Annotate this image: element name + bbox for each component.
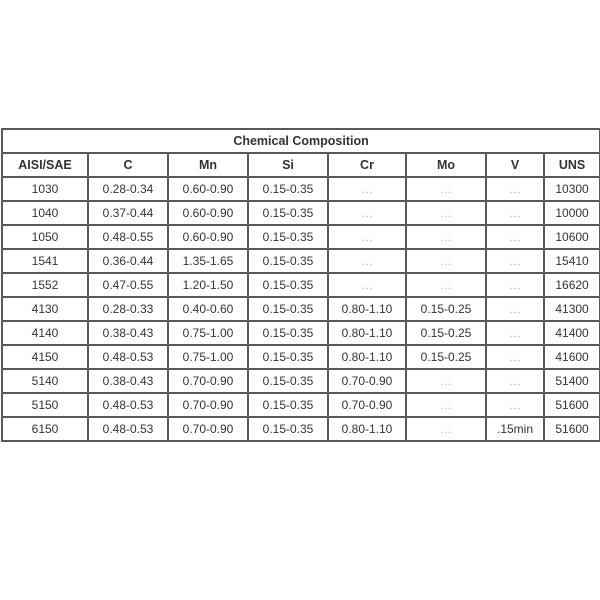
table-cell: 0.48-0.53 bbox=[88, 345, 168, 369]
table-cell: 0.15-0.35 bbox=[248, 249, 328, 273]
table-cell: 0.70-0.90 bbox=[328, 393, 406, 417]
table-cell: … bbox=[406, 273, 486, 297]
table-cell: 10600 bbox=[544, 225, 600, 249]
table-cell: 0.60-0.90 bbox=[168, 177, 248, 201]
table-cell: 41600 bbox=[544, 345, 600, 369]
table-cell: 0.15-0.35 bbox=[248, 177, 328, 201]
table-cell: .15min bbox=[486, 417, 544, 441]
table-cell: 4140 bbox=[2, 321, 88, 345]
table-cell: 0.70-0.90 bbox=[168, 393, 248, 417]
table-cell: … bbox=[486, 249, 544, 273]
table-cell: 1050 bbox=[2, 225, 88, 249]
table-cell: 0.40-0.60 bbox=[168, 297, 248, 321]
table-cell: 41400 bbox=[544, 321, 600, 345]
table-cell: 51600 bbox=[544, 417, 600, 441]
table-row bbox=[2, 345, 600, 369]
table-cell: 5150 bbox=[2, 393, 88, 417]
table-cell: … bbox=[486, 177, 544, 201]
table-cell: 0.47-0.55 bbox=[88, 273, 168, 297]
table-cell: 0.75-1.00 bbox=[168, 321, 248, 345]
table-cell: … bbox=[486, 297, 544, 321]
table-cell: 0.15-0.25 bbox=[406, 321, 486, 345]
chemical-composition-table bbox=[1, 128, 600, 442]
table-cell: … bbox=[486, 369, 544, 393]
table-cell: … bbox=[406, 417, 486, 441]
table-cell: … bbox=[328, 273, 406, 297]
table-cell: 1541 bbox=[2, 249, 88, 273]
table-cell: 0.15-0.35 bbox=[248, 225, 328, 249]
table-cell: 0.15-0.35 bbox=[248, 273, 328, 297]
table-cell: … bbox=[486, 321, 544, 345]
table-cell: 0.15-0.35 bbox=[248, 321, 328, 345]
column-header: Mn bbox=[168, 153, 248, 177]
table-cell: … bbox=[486, 345, 544, 369]
table-row bbox=[2, 369, 600, 393]
table-cell: 0.15-0.35 bbox=[248, 297, 328, 321]
table-cell: … bbox=[406, 249, 486, 273]
table-cell: 1040 bbox=[2, 201, 88, 225]
table-cell: 0.38-0.43 bbox=[88, 369, 168, 393]
column-header: Mo bbox=[406, 153, 486, 177]
table-row bbox=[2, 225, 600, 249]
table-row bbox=[2, 177, 600, 201]
table-cell: 0.37-0.44 bbox=[88, 201, 168, 225]
table-cell: 0.15-0.35 bbox=[248, 393, 328, 417]
column-header: C bbox=[88, 153, 168, 177]
table-cell: 0.70-0.90 bbox=[168, 369, 248, 393]
table-cell: 41300 bbox=[544, 297, 600, 321]
table-row bbox=[2, 321, 600, 345]
table-cell: 0.15-0.35 bbox=[248, 369, 328, 393]
column-header: AISI/SAE bbox=[2, 153, 88, 177]
table-row bbox=[2, 249, 600, 273]
table-cell: 1.35-1.65 bbox=[168, 249, 248, 273]
table-cell: … bbox=[406, 369, 486, 393]
table-row bbox=[2, 417, 600, 441]
table-cell: 0.15-0.25 bbox=[406, 297, 486, 321]
table-cell: 10000 bbox=[544, 201, 600, 225]
column-header: Cr bbox=[328, 153, 406, 177]
table-cell: … bbox=[328, 249, 406, 273]
table-cell: 0.15-0.35 bbox=[248, 201, 328, 225]
table-row bbox=[2, 393, 600, 417]
table-cell: … bbox=[486, 225, 544, 249]
table-cell: 0.28-0.34 bbox=[88, 177, 168, 201]
table-cell: 4130 bbox=[2, 297, 88, 321]
table-cell: 10300 bbox=[544, 177, 600, 201]
table-cell: 0.48-0.53 bbox=[88, 417, 168, 441]
table-row bbox=[2, 273, 600, 297]
table-cell: … bbox=[406, 393, 486, 417]
table-cell: 4150 bbox=[2, 345, 88, 369]
table-cell: 0.48-0.53 bbox=[88, 393, 168, 417]
table-cell: 16620 bbox=[544, 273, 600, 297]
table-cell: … bbox=[486, 393, 544, 417]
table-cell: 0.60-0.90 bbox=[168, 225, 248, 249]
table-cell: 6150 bbox=[2, 417, 88, 441]
table-row bbox=[2, 297, 600, 321]
table-cell: 1030 bbox=[2, 177, 88, 201]
header-row bbox=[2, 153, 600, 177]
table-cell: … bbox=[406, 177, 486, 201]
table-cell: 0.60-0.90 bbox=[168, 201, 248, 225]
table-cell: … bbox=[328, 225, 406, 249]
table-cell: 51600 bbox=[544, 393, 600, 417]
table-cell: 51400 bbox=[544, 369, 600, 393]
table-cell: 0.15-0.35 bbox=[248, 417, 328, 441]
table-cell: 0.80-1.10 bbox=[328, 345, 406, 369]
table-cell: 0.70-0.90 bbox=[328, 369, 406, 393]
table-cell: 15410 bbox=[544, 249, 600, 273]
table-cell: 0.36-0.44 bbox=[88, 249, 168, 273]
table-cell: 0.15-0.35 bbox=[248, 345, 328, 369]
table-cell: 0.80-1.10 bbox=[328, 297, 406, 321]
table-cell: 1.20-1.50 bbox=[168, 273, 248, 297]
table-cell: … bbox=[328, 201, 406, 225]
table-cell: 1552 bbox=[2, 273, 88, 297]
table-cell: … bbox=[486, 201, 544, 225]
table-cell: 0.80-1.10 bbox=[328, 417, 406, 441]
table-cell: 0.28-0.33 bbox=[88, 297, 168, 321]
table-cell: 0.48-0.55 bbox=[88, 225, 168, 249]
table-cell: … bbox=[406, 225, 486, 249]
column-header: UNS bbox=[544, 153, 600, 177]
table-row bbox=[2, 201, 600, 225]
table-cell: 0.38-0.43 bbox=[88, 321, 168, 345]
column-header: Si bbox=[248, 153, 328, 177]
table-cell: 0.15-0.25 bbox=[406, 345, 486, 369]
table-cell: 0.75-1.00 bbox=[168, 345, 248, 369]
column-header: V bbox=[486, 153, 544, 177]
table-cell: … bbox=[328, 177, 406, 201]
table-cell: 5140 bbox=[2, 369, 88, 393]
table-cell: … bbox=[406, 201, 486, 225]
table-cell: 0.70-0.90 bbox=[168, 417, 248, 441]
table-cell: 0.80-1.10 bbox=[328, 321, 406, 345]
table-cell: … bbox=[486, 273, 544, 297]
table-title: Chemical Composition bbox=[2, 129, 600, 153]
